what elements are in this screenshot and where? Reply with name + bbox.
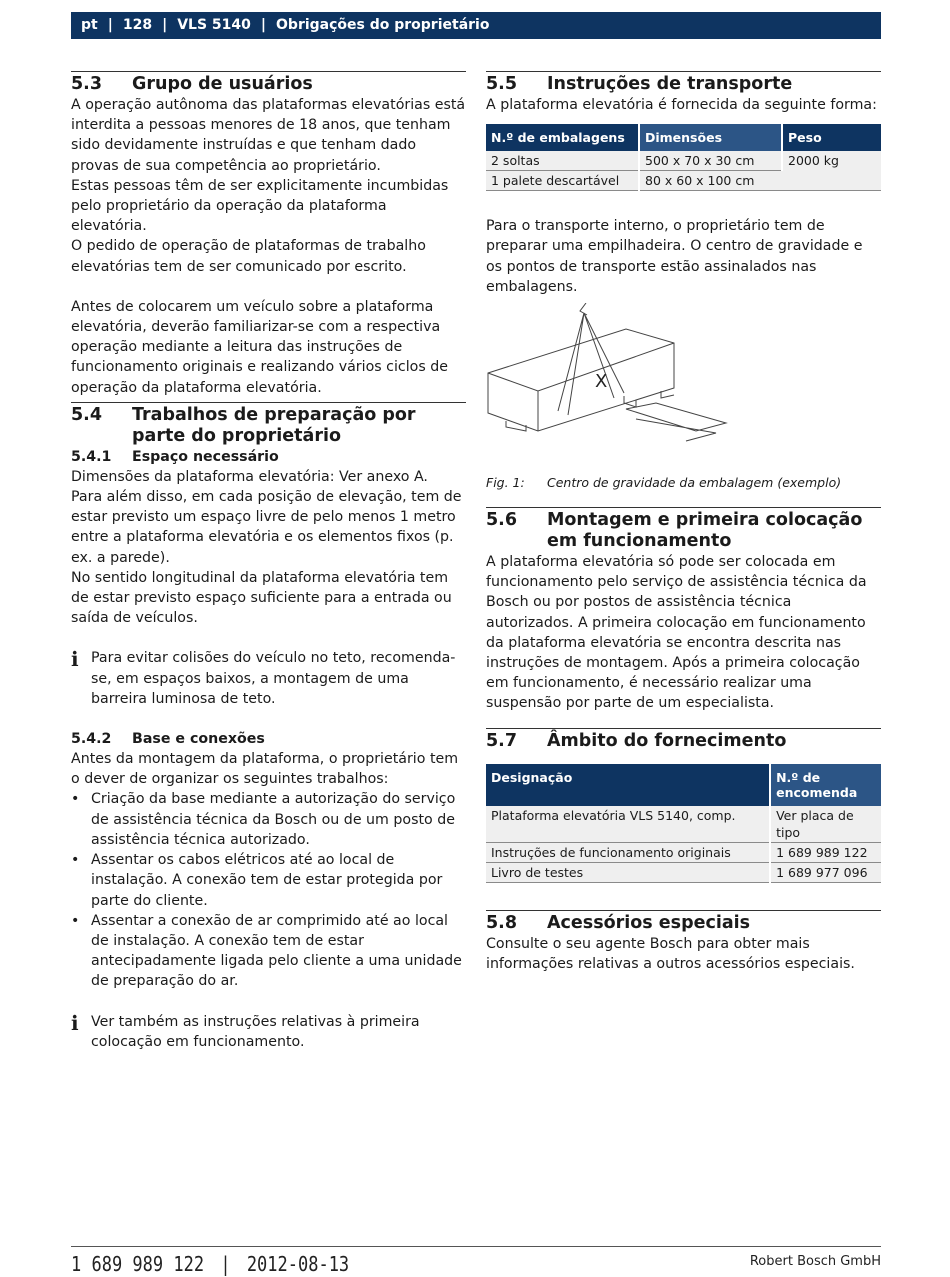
- subsection-title: Base e conexões: [132, 731, 265, 748]
- section-heading: [71, 74, 466, 95]
- package-box-edge: [488, 343, 674, 391]
- subsection-number: 5.4.1: [71, 448, 112, 465]
- center-of-gravity-mark: X: [595, 371, 608, 393]
- bullet-icon: •: [71, 852, 80, 869]
- subsection-number: 5.4.2: [71, 731, 112, 748]
- list-item: [71, 850, 466, 911]
- section-heading: [486, 74, 881, 95]
- table-cell: 500 x 70 x 30 cm: [639, 151, 782, 171]
- section-title: Trabalhos de preparação por parte do proprietário: [132, 404, 416, 446]
- paragraph: A plataforma elevatória só pode ser colocada em funcionamento pelo serviço de assistência técnica da Bosch ou por postos de assistência técnica autorizados. A primeira colocação em funcionamento da plataforma elevatória se encontra descrita nas instruções de montagem. Após a primeira colocação em funcionamento, é necessário realizar uma suspensão por parte de um especialista.: [486, 554, 867, 712]
- subsection-title: Espaço necessário: [132, 448, 279, 465]
- column-header: N.º de encomenda: [770, 764, 881, 806]
- paragraph: Dimensões da plataforma elevatória: Ver anexo A.: [71, 468, 428, 485]
- section-5-7: [486, 728, 881, 883]
- table-cell: Instruções de funcionamento originais: [486, 842, 770, 862]
- section-heading: [486, 913, 881, 934]
- note-text: Ver também as instruções relativas à primeira colocação em funcionamento.: [91, 1013, 420, 1050]
- figure-caption: [486, 475, 881, 491]
- header-sep: |: [162, 17, 168, 33]
- info-note: [71, 1012, 466, 1052]
- header-page-number: 128: [122, 17, 153, 33]
- list-item: [71, 911, 466, 992]
- list-item: [71, 789, 466, 850]
- list-item-text: Criação da base mediante a autorização do serviço de assistência técnica da Bosch ou de um posto de assistência técnica autorizado.: [91, 791, 456, 848]
- subsection-heading: [71, 447, 466, 467]
- paragraph: O pedido de operação de plataformas de trabalho elevatórias tem de ser comunicado por escrito.: [71, 238, 426, 275]
- section-5-6: [486, 507, 881, 714]
- table-row: [486, 862, 881, 882]
- section-number: 5.4: [71, 404, 103, 425]
- table-cell: 80 x 60 x 100 cm: [639, 171, 782, 191]
- section-number: 5.8: [486, 912, 518, 933]
- section-number: 5.5: [486, 74, 518, 94]
- delivery-scope-table: [486, 764, 881, 883]
- footer-doc-number: 1 689 989 122: [71, 1253, 205, 1277]
- left-column: [71, 71, 466, 1052]
- paragraph: Consulte o seu agente Bosch para obter mais informações relativas a outros acessórios especiais.: [486, 935, 855, 972]
- section-heading: [71, 405, 466, 447]
- section-number: 5.3: [71, 74, 103, 94]
- section-title: Acessórios especiais: [547, 912, 751, 933]
- paragraph: Estas pessoas têm de ser explicitamente incumbidas pelo proprietário da operação da plataforma elevatória.: [71, 177, 449, 235]
- section-5-4: [71, 402, 466, 1052]
- table-header-row: [486, 124, 881, 151]
- paragraph: Para o transporte interno, o proprietário tem de preparar uma empilhadeira. O centro de gravidade e os pontos de transporte estão assinalados nas embalagens.: [486, 218, 863, 295]
- list-item-text: Assentar os cabos elétricos até ao local de instalação. A conexão tem de estar protegida por parte do cliente.: [91, 852, 443, 909]
- table-row: [486, 806, 881, 843]
- table-header-row: [486, 764, 881, 806]
- header-chapter: Obrigações do proprietário: [276, 17, 490, 33]
- table-row: [486, 842, 881, 862]
- footer-date: 2012-08-13: [246, 1253, 350, 1277]
- table-cell: Livro de testes: [486, 862, 770, 882]
- paragraph: Para além disso, em cada posição de elevação, tem de estar previsto um espaço livre de pelo menos 1 metro entre a plataforma elevatória e os elementos fixos (p. ex. a parede).: [71, 489, 462, 566]
- section-5-5: [486, 71, 881, 491]
- paragraph: No sentido longitudinal da plataforma elevatória tem de estar previsto espaço suficiente para a entrada ou saída de veículos.: [71, 569, 452, 627]
- list-item-text: Assentar a conexão de ar comprimido até ao local de instalação. A conexão tem de estar antecipadamente ligada pelo cliente a uma unidade de preparação do ar.: [91, 912, 462, 990]
- section-title: Grupo de usuários: [132, 74, 313, 94]
- bullet-list: [71, 789, 466, 991]
- column-header: Peso: [782, 124, 881, 151]
- table-cell: 1 palete descartável: [486, 171, 639, 191]
- table-cell: 2 soltas: [486, 151, 639, 171]
- info-icon: ℹ: [71, 647, 79, 672]
- info-icon: ℹ: [71, 1010, 79, 1035]
- header-model: VLS 5140: [177, 17, 251, 33]
- section-number: 5.6: [486, 510, 518, 531]
- paragraph: Antes de colocarem um veículo sobre a plataforma elevatória, deverão familiarizar-se com a respectiva operação mediante a leitura das instruções de funcionamento originais e realizando vários ciclos de operação da plataforma elevatória.: [71, 298, 448, 396]
- table-cell-weight: 2000 kg: [782, 151, 881, 191]
- footer-doc-info: [71, 1253, 349, 1277]
- figure-label: Fig. 1:: [486, 475, 525, 491]
- package-lifting-illustration: [486, 303, 736, 458]
- section-heading: [486, 731, 881, 752]
- section-title: Montagem e primeira colocação em funcionamento: [547, 510, 863, 552]
- paragraph: A plataforma elevatória é fornecida da seguinte forma:: [486, 97, 877, 113]
- column-header: Dimensões: [639, 124, 782, 151]
- paragraph: Antes da montagem da plataforma, o proprietário tem o dever de organizar os seguintes trabalhos:: [71, 751, 459, 788]
- right-column: [486, 71, 881, 974]
- column-header: Designação: [486, 764, 770, 806]
- table-cell: Ver placa de tipo: [770, 806, 881, 843]
- figure-caption-text: Centro de gravidade da embalagem (exemplo): [547, 475, 842, 491]
- info-note: [71, 648, 466, 709]
- section-5-3: [71, 71, 466, 398]
- footer-company: Robert Bosch GmbH: [749, 1254, 881, 1269]
- column-header: N.º de embalagens: [486, 124, 639, 151]
- header-sep: |: [260, 17, 267, 33]
- table-cell: 1 689 977 096: [770, 862, 881, 882]
- package-feet: [506, 391, 674, 431]
- page-header: [71, 12, 881, 39]
- footer-divider: [71, 1246, 881, 1247]
- table-row: [486, 151, 881, 171]
- section-heading: [486, 510, 881, 552]
- table-cell: 1 689 989 122: [770, 842, 881, 862]
- paragraph: A operação autônoma das plataformas elevatórias está interdita a pessoas menores de 18 anos, que tenham sido devidamente instruídas e que tenham dado provas de sua competência ao proprietário.: [71, 97, 466, 174]
- bullet-icon: •: [71, 912, 80, 929]
- header-lang: pt: [81, 17, 98, 33]
- header-sep: |: [107, 17, 113, 33]
- footer-sep: |: [220, 1253, 231, 1277]
- bullet-icon: •: [71, 791, 80, 808]
- packaging-table: [486, 124, 881, 191]
- table-cell: Plataforma elevatória VLS 5140, comp.: [486, 806, 770, 843]
- section-title: Âmbito do fornecimento: [547, 730, 787, 751]
- section-5-8: [486, 910, 881, 974]
- section-title: Instruções de transporte: [547, 74, 793, 94]
- subsection-heading: [71, 729, 466, 749]
- note-text: Para evitar colisões do veículo no teto, recomenda-se, em espaços baixos, a montagem de uma barreira luminosa de teto.: [91, 650, 456, 707]
- section-number: 5.7: [486, 730, 518, 751]
- forklift-arrow: [626, 403, 726, 441]
